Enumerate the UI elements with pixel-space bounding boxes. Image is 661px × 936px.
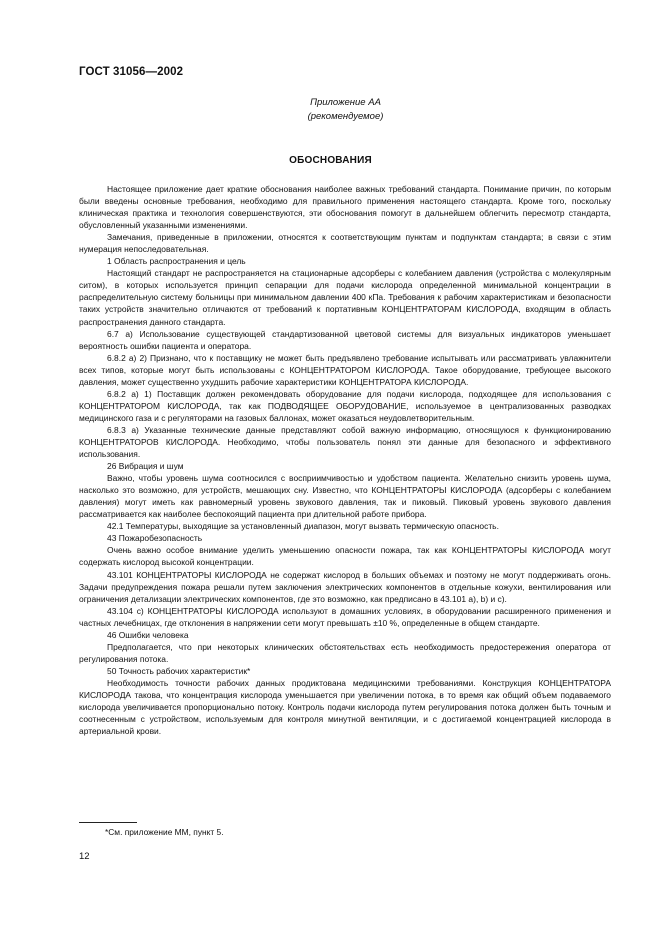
appendix-label: Приложение АА <box>310 97 381 108</box>
paragraph: Предполагается, что при некоторых клинических обстоятельствах есть необходимость предостережения оператора от регулирования потока. <box>79 641 611 664</box>
paragraph: 42.1 Температуры, выходящие за установленный диапазон, могут вызвать термическую опасность. <box>107 521 499 532</box>
paragraph: 1 Область распространения и цель <box>107 256 246 267</box>
paragraph: 50 Точность рабочих характеристик* <box>107 665 251 676</box>
section-title: ОБОСНОВАНИЯ <box>289 155 372 166</box>
paragraph: 6.8.2 а) 2) Признано, что к поставщику не может быть предъявлено требование испытывать или рассматривать увлажнители всех типов, которые могут быть использованы с КОНЦЕНТРАТОРОМ КИСЛОРОДА. Такое оборудование, требующее высокого давления, может существенно ухудшить рабочие характеристики КОНЦЕНТРАТОРА КИСЛОРОДА. <box>79 352 611 387</box>
paragraph: 6.8.3 а) Указанные технические данные представляют собой важную информацию, относящуюся к функционированию КОНЦЕНТРАТОРОВ КИСЛОРОДА. Необходимо, чтобы пользователь понял эти данные для безопасного и эффективного использования. <box>79 424 611 460</box>
paragraph: Замечания, приведенные в приложении, относятся к соответствующим пунктам и подпунктам стандарта; в связи с этим нумерация непоследовательная. <box>79 232 611 255</box>
body-text <box>79 183 611 737</box>
paragraph: 6.7 а) Использование существующей стандартизованной цветовой системы для визуальных индикаторов уменьшает вероятность ошибки пациента и оператора. <box>79 328 611 351</box>
paragraph: 43 Пожаробезопасность <box>107 533 203 544</box>
paragraph: Настоящее приложение дает краткие обоснования наиболее важных требований стандарта. Понимание причин, по которым были введены основные требования, необходимо для правильного применения настоящего стандарта. Кроме того, поскольку клиническая практика и технология совершенствуются, эти обоснования помогут в дальнейшем облегчить пересмотр стандарта, обусловленный указанными изменениями. <box>79 184 611 231</box>
paragraph: 46 Ошибки человека <box>107 629 189 640</box>
appendix-note: (рекомендуемое) <box>307 111 384 122</box>
page-number: 12 <box>79 851 90 862</box>
paragraph: 6.8.2 а) 1) Поставщик должен рекомендовать оборудование для подачи кислорода, подходящее для использования с КОНЦЕНТРАТОРОМ КИСЛОРОДА, так как ПОДВОДЯЩЕЕ ОБОРУДОВАНИЕ, используемое в централизованных разводках медицинского газа и с регуляторами на газовых баллонах, может оказаться неудовлетворительным. <box>79 388 611 423</box>
document-id: ГОСТ 31056—2002 <box>79 66 184 78</box>
paragraph: Необходимость точности рабочих данных продиктована медицинскими требованиями. Конструкция КОНЦЕНТРАТОРА КИСЛОРОДА такова, что концентрация кислорода уменьшается при увеличении потока, в то время как общий объем подаваемого кислорода увеличивается пропорционально потоку. Контроль подачи кислорода путем регулирования потока должен быть точным и соотнесенным с устройством, используемым для контроля минутной вентиляции, и с достигаемой концентрацией кислорода в артериальной крови. <box>79 677 611 737</box>
paragraph: 26 Вибрация и шум <box>107 461 184 472</box>
paragraph: 43.101 КОНЦЕНТРАТОРЫ КИСЛОРОДА не содержат кислород в больших объемах и поэтому не могут поддерживать огонь. Задачи предупреждения пожара решали путем заключения электрических компонентов в отдельные кожухи, вентилирования или ограничения детализации электрических компонентов, где это возможно, как предписано в 43.101 а), b) и с). <box>79 569 611 604</box>
footnote-divider <box>79 822 137 823</box>
paragraph: 43.104 с) КОНЦЕНТРАТОРЫ КИСЛОРОДА используют в домашних условиях, в оборудовании расширенного применения и частных лечебницах, где отклонения в напряжении сети могут превышать ±10 %, определенные в общем стандарте. <box>79 605 611 628</box>
paragraph: Настоящий стандарт не распространяется на стационарные адсорберы с колебанием давления (устройства с молекулярным ситом), в которых используется принцип сепарации для подачи кислорода определенной минимальной концентрации в распределительную систему больницы при минимальном давлении 400 кПа. Требования к рабочим характеристикам и безопасности таких устройств значительно отличаются от требований к портативным КОНЦЕНТРАТОРАМ КИСЛОРОДА, входящим в область распространения данного стандарта. <box>79 268 611 327</box>
appendix-heading <box>0 96 661 124</box>
footnote: *См. приложение ММ, пункт 5. <box>105 827 224 837</box>
paragraph: Очень важно особое внимание уделить уменьшению опасности пожара, так как КОНЦЕНТРАТОРЫ КИСЛОРОДА могут содержать кислород высокой концентрации. <box>79 545 611 568</box>
paragraph: Важно, чтобы уровень шума соотносился с восприимчивостью и удобством пациента. Желательно снизить уровень шума, насколько это возможно, для устройств, мешающих сну. Известно, что КОНЦЕНТРАТОРЫ КИСЛОРОДА (адсорберы с колебанием давления) могут иметь как равномерный уровень звукового давления, так и пиковый. Пиковый уровень звукового давления рассматривается как наиболее беспокоящий пациента при длительной работе прибора. <box>79 473 611 520</box>
